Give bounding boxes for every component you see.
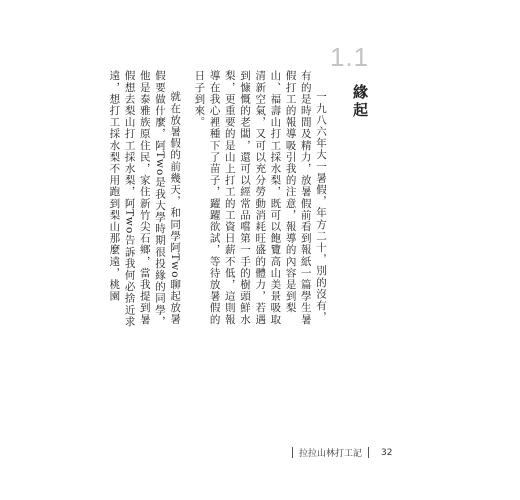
- paragraph-2: 就在放暑假的前幾天，和同學阿Two聊起放暑假要做什麼，阿Two是我大學時期很投緣的同學，他是泰雅族原住民，家住新竹尖石鄉，當我提到暑假想去梨山打工採水梨，阿Two告訴我何必捨近求遠，想打工採水梨不用跑到梨山那麼遠，桃園: [108, 70, 182, 328]
- page-footer: [286, 446, 392, 459]
- chapter-title: 緣起: [351, 84, 369, 120]
- footer-divider: [368, 447, 369, 458]
- paragraph-1: 一九八六年大一暑假，年方二十，別的沒有，有的是時間及精力，放暑假前看到報紙一篇學生暑假打工的報導吸引我的注意，報導的內容是到梨山、福壽山打工採水梨，既可以飽覽高山美景吸取清新空氣，又可以充分勞動消耗旺盛的體力，若遇到慷慨的老闆，還可以經常品嚐第一手的樹頭鮮水梨，更重要的是山上打工的工資日薪不低，這則報導在我心裡種下了苗子，躍躍欲試，等待放暑假的日子到來。: [193, 70, 327, 326]
- chapter-number: 1.1: [330, 42, 370, 72]
- body-text: [106, 70, 328, 332]
- footer-divider: [292, 447, 293, 458]
- running-book-title: 拉拉山林打工記: [299, 449, 363, 459]
- page-number: 32: [381, 447, 393, 458]
